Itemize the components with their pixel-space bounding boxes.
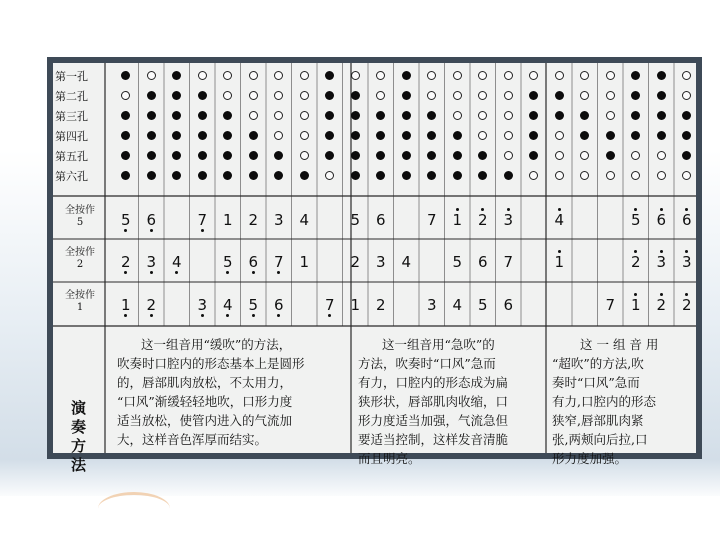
note-number: 3 [138,253,164,271]
fingering-chart-frame [47,57,702,474]
closed-hole-dot [198,91,207,100]
method-description-line: 大，这样音色浑厚而结实。 [117,432,268,447]
low-octave-dot [150,314,153,317]
open-hole-dot [300,151,309,160]
open-hole-dot [682,171,691,180]
note-number: 2 [375,295,386,314]
open-hole-dot [300,111,309,120]
low-octave-dot [124,314,127,317]
note-number: 5 [623,211,649,229]
closed-hole-dot [172,151,181,160]
open-hole-dot [223,71,232,80]
note-number: 4 [299,210,310,229]
open-hole-dot [274,91,283,100]
open-hole-dot [198,71,207,80]
closed-hole-dot [172,91,181,100]
closed-hole-dot [223,111,232,120]
note-number: 3 [273,210,284,229]
high-octave-dot [634,208,637,211]
open-hole-dot [606,111,615,120]
closed-hole-dot [657,131,666,140]
closed-hole-dot [376,171,385,180]
low-octave-dot [328,314,331,317]
high-octave-dot [660,250,663,253]
open-hole-dot [529,171,538,180]
method-description-line: 这一组音用“急吹”的 [382,337,495,352]
closed-hole-dot [453,151,462,160]
closed-hole-dot [631,111,640,120]
open-hole-dot [504,131,513,140]
closed-hole-dot [427,151,436,160]
closed-hole-dot [529,91,538,100]
note-number: 5 [477,295,488,314]
open-hole-dot [580,91,589,100]
note-number: 2 [674,296,700,314]
open-hole-dot [657,171,666,180]
fingering-chart [53,63,696,474]
closed-hole-dot [529,131,538,140]
note-number: 1 [444,211,470,229]
note-number: 3 [674,253,700,271]
low-octave-dot [150,271,153,274]
open-hole-dot [682,71,691,80]
method-description-line: 这一组音用“缓吹”的方法， [141,337,292,352]
note-number: 1 [623,296,649,314]
open-hole-dot [478,71,487,80]
high-octave-dot [634,250,637,253]
closed-hole-dot [657,71,666,80]
closed-hole-dot [606,151,615,160]
note-number: 7 [317,296,343,314]
closed-hole-dot [453,171,462,180]
open-hole-dot [274,131,283,140]
full-press-label-text: 全按作 [65,290,95,301]
closed-hole-dot [249,171,258,180]
method-description-line: 这 一 组 音 用 [580,337,659,352]
closed-hole-dot [325,91,334,100]
closed-hole-dot [682,151,691,160]
hole-label: 第五孔 [55,150,88,163]
note-number: 3 [375,252,386,271]
open-hole-dot [682,91,691,100]
high-octave-dot [481,208,484,211]
method-description [117,335,343,449]
method-description-line: 奏时“口风”急而 [552,375,640,390]
closed-hole-dot [147,171,156,180]
open-hole-dot [453,111,462,120]
closed-hole-dot [147,91,156,100]
note-number: 2 [138,296,164,314]
note-number: 2 [113,253,139,271]
open-hole-dot [147,71,156,80]
closed-hole-dot [631,71,640,80]
closed-hole-dot [198,131,207,140]
closed-hole-dot [325,131,334,140]
open-hole-dot [121,91,130,100]
note-number: 6 [477,252,488,271]
note-number: 3 [189,296,215,314]
closed-hole-dot [172,111,181,120]
open-hole-dot [606,171,615,180]
note-number: 1 [222,210,233,229]
open-hole-dot [376,91,385,100]
hole-label: 第六孔 [55,170,88,183]
closed-hole-dot [121,111,130,120]
full-press-label [55,290,105,314]
method-description [358,335,540,468]
note-number: 1 [299,252,310,271]
closed-hole-dot [274,171,283,180]
open-hole-dot [580,151,589,160]
closed-hole-dot [351,131,360,140]
closed-hole-dot [402,131,411,140]
closed-hole-dot [325,151,334,160]
note-number: 6 [266,296,292,314]
note-number: 6 [503,295,514,314]
closed-hole-dot [504,171,513,180]
full-press-label-key: 5 [76,217,84,228]
note-number: 2 [470,211,496,229]
closed-hole-dot [427,111,436,120]
low-octave-dot [175,271,178,274]
method-label: 演奏方法 [71,399,87,474]
closed-hole-dot [478,151,487,160]
method-description [552,335,690,468]
open-hole-dot [427,71,436,80]
closed-hole-dot [376,131,385,140]
open-hole-dot [555,171,564,180]
note-number: 5 [113,211,139,229]
note-number: 5 [350,210,361,229]
method-description-line: “口风”渐缓轻轻地吹，口形力度 [117,394,293,409]
note-number: 6 [375,210,386,229]
note-number: 1 [546,253,572,271]
closed-hole-dot [631,91,640,100]
closed-hole-dot [121,171,130,180]
open-hole-dot [606,91,615,100]
open-hole-dot [504,91,513,100]
open-hole-dot [504,71,513,80]
open-hole-dot [580,171,589,180]
closed-hole-dot [249,131,258,140]
open-hole-dot [249,111,258,120]
closed-hole-dot [121,131,130,140]
closed-hole-dot [274,151,283,160]
note-number: 7 [426,210,437,229]
note-number: 1 [350,295,361,314]
decorative-arc [98,492,170,525]
note-number: 4 [215,296,241,314]
high-octave-dot [634,293,637,296]
open-hole-dot [453,71,462,80]
closed-hole-dot [657,111,666,120]
closed-hole-dot [529,111,538,120]
open-hole-dot [478,131,487,140]
closed-hole-dot [351,171,360,180]
closed-hole-dot [172,131,181,140]
low-octave-dot [226,271,229,274]
open-hole-dot [580,71,589,80]
hole-label: 第四孔 [55,130,88,143]
note-number: 5 [452,252,463,271]
high-octave-dot [558,208,561,211]
high-octave-dot [558,250,561,253]
closed-hole-dot [453,131,462,140]
low-octave-dot [124,229,127,232]
open-hole-dot [478,91,487,100]
closed-hole-dot [172,171,181,180]
method-description-line: 的，唇部肌肉放松，不太用力， [117,375,293,390]
note-number: 7 [189,211,215,229]
closed-hole-dot [198,151,207,160]
high-octave-dot [660,293,663,296]
closed-hole-dot [325,111,334,120]
method-description-line: “超吹”的方法,吹 [552,356,644,371]
note-number: 6 [138,211,164,229]
open-hole-dot [453,91,462,100]
full-press-label-key: 1 [76,302,84,313]
method-description-line: 而且明亮。 [358,451,421,466]
open-hole-dot [631,171,640,180]
open-hole-dot [223,91,232,100]
open-hole-dot [657,151,666,160]
note-number: 4 [401,252,412,271]
high-octave-dot [507,208,510,211]
open-hole-dot [274,111,283,120]
low-octave-dot [226,314,229,317]
closed-hole-dot [376,111,385,120]
closed-hole-dot [223,151,232,160]
open-hole-dot [478,111,487,120]
note-number: 3 [426,295,437,314]
low-octave-dot [252,314,255,317]
note-number: 7 [503,252,514,271]
open-hole-dot [555,71,564,80]
closed-hole-dot [147,151,156,160]
low-octave-dot [124,271,127,274]
low-octave-dot [277,314,280,317]
high-octave-dot [685,293,688,296]
closed-hole-dot [427,171,436,180]
closed-hole-dot [351,151,360,160]
closed-hole-dot [402,91,411,100]
note-number: 4 [452,295,463,314]
closed-hole-dot [351,111,360,120]
note-number: 2 [648,296,674,314]
closed-hole-dot [631,131,640,140]
hole-label: 第一孔 [55,70,88,83]
closed-hole-dot [682,131,691,140]
closed-hole-dot [529,151,538,160]
open-hole-dot [555,151,564,160]
closed-hole-dot [223,171,232,180]
low-octave-dot [277,271,280,274]
open-hole-dot [300,131,309,140]
low-octave-dot [150,229,153,232]
open-hole-dot [555,131,564,140]
closed-hole-dot [172,71,181,80]
closed-hole-dot [402,111,411,120]
method-description-line: 吹奏时口腔内的形态基本上是圆形 [117,356,305,371]
closed-hole-dot [555,111,564,120]
low-octave-dot [252,271,255,274]
closed-hole-dot [555,91,564,100]
closed-hole-dot [223,131,232,140]
closed-hole-dot [300,171,309,180]
note-number: 3 [648,253,674,271]
closed-hole-dot [198,171,207,180]
full-press-label [55,205,105,229]
method-description-line: 形力度加强。 [552,451,628,466]
open-hole-dot [427,91,436,100]
closed-hole-dot [325,71,334,80]
method-description-line: 要适当控制，这样发音清脆 [358,432,509,447]
open-hole-dot [274,71,283,80]
hole-label: 第二孔 [55,90,88,103]
full-press-label-text: 全按作 [65,247,95,258]
low-octave-dot [201,229,204,232]
open-hole-dot [376,71,385,80]
open-hole-dot [300,71,309,80]
closed-hole-dot [376,151,385,160]
closed-hole-dot [198,111,207,120]
note-number: 2 [350,252,361,271]
note-number: 6 [240,253,266,271]
method-description-line: 形力度适当加强，气流急但 [358,413,509,428]
open-hole-dot [351,71,360,80]
note-number: 7 [266,253,292,271]
full-press-label-text: 全按作 [65,205,95,216]
closed-hole-dot [121,71,130,80]
method-description-line: 适当放松，使管内进入的气流加 [117,413,293,428]
closed-hole-dot [402,71,411,80]
closed-hole-dot [351,91,360,100]
note-number: 5 [240,296,266,314]
note-number: 2 [248,210,259,229]
method-description-line: 狭形状，唇部肌肉收缩，口 [358,394,509,409]
note-number: 2 [623,253,649,271]
open-hole-dot [504,151,513,160]
closed-hole-dot [580,131,589,140]
full-press-label [55,247,105,271]
closed-hole-dot [580,111,589,120]
open-hole-dot [529,71,538,80]
hole-label: 第三孔 [55,110,88,123]
high-octave-dot [660,208,663,211]
note-number: 7 [605,295,616,314]
closed-hole-dot [121,151,130,160]
high-octave-dot [456,208,459,211]
low-octave-dot [201,314,204,317]
method-description-line: 方法，吹奏时“口风”急而 [358,356,496,371]
open-hole-dot [606,71,615,80]
open-hole-dot [325,171,334,180]
open-hole-dot [300,91,309,100]
open-hole-dot [631,151,640,160]
full-press-label-key: 2 [76,259,84,270]
closed-hole-dot [606,131,615,140]
note-number: 3 [495,211,521,229]
method-description-line: 有力,口腔内的形态 [552,394,656,409]
closed-hole-dot [427,131,436,140]
closed-hole-dot [682,111,691,120]
note-number: 4 [164,253,190,271]
open-hole-dot [504,111,513,120]
method-description-line: 狭窄,唇部肌肉紧 [552,413,644,428]
closed-hole-dot [249,151,258,160]
note-number: 6 [674,211,700,229]
closed-hole-dot [402,151,411,160]
closed-hole-dot [147,111,156,120]
open-hole-dot [249,71,258,80]
high-octave-dot [685,250,688,253]
closed-hole-dot [402,171,411,180]
open-hole-dot [249,91,258,100]
note-number: 6 [648,211,674,229]
note-number: 5 [215,253,241,271]
closed-hole-dot [147,131,156,140]
method-description-line: 有力，口腔内的形态成为扁 [358,375,509,390]
note-number: 1 [113,296,139,314]
closed-hole-dot [657,91,666,100]
method-description-line: 张,两颊向后拉,口 [552,432,648,447]
note-number: 4 [546,211,572,229]
closed-hole-dot [478,171,487,180]
high-octave-dot [685,208,688,211]
